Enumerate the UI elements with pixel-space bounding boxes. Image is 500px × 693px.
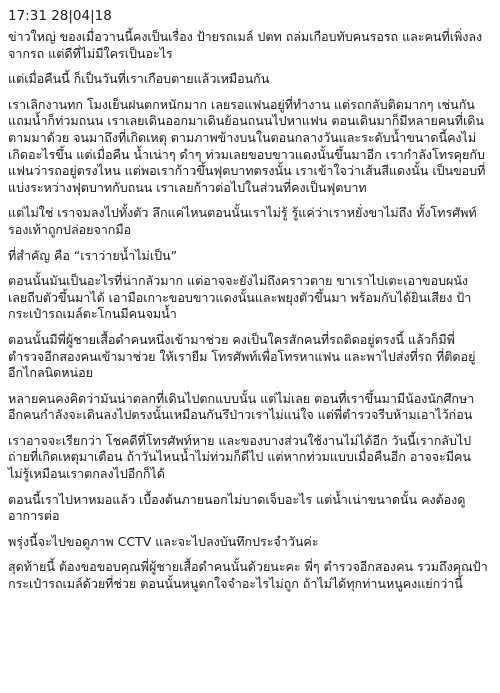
paragraph-thanks: สุดท้ายนี้ ต้องขอขอบคุณพี่ผู้ชายเสื้อดำคนนั้นด้วยนะคะ พี่ๆ ตำรวจอีกสองคน รวมถึงคุณป้ากระเป๋ารถเมล์ด้วยที่ช่วย ตอนนั้นหนูตกใจจำอะไรไม่ถูก ถ้าไม่ได้ทุกท่านหนูคงแย่กว่านี้ <box>8 559 488 592</box>
paragraph-warning: เราอาจจะเรียกว่า โชคดีที่โทรศัพท์หาย และของบางส่วนใช้งานไม่ได้อีก วันนี้เรากลับไปถ่ายที่เกิดเหตุมาเตือน ถ้าวันไหนน้ำไม่ท่วมก็ดีไป แต่หากท่วมแบบเมื่อคืนอีก อาจจะมีคนไม่รู้เหมือนเราตกลงไปอีกก็ได้ <box>8 432 472 482</box>
paragraph-student-warned: หลายคนคงคิดว่ามันน่าตลกที่เดินไปตกแบบนั้น แต่ไม่เลย ตอนที่เราขึ้นมามีน้องนักศึกษาอีกคนกำลังจะเดินลงไปตรงนั้นเหมือนกันรึป่าวเราไม่แน่ใจ แต่พี่ตำรวจรีบห้ามเอาไว้ก่อน <box>8 390 475 423</box>
paragraph-sinking: แต่ไม่ใช่ เราจมลงไปทั้งตัว ลึกแค่ไหนตอนนั้นเราไม่รู้ รู้แค่ว่าเราหยั่งขาไม่ถึง ทั้งโทรศัพท์ รองเท้าถูกปล่อยจากมือ <box>8 205 477 237</box>
paragraph-cannot-swim: ที่สำคัญ คือ “เราว่ายน้ำไม่เป็น” <box>8 247 178 263</box>
post-body <box>8 29 488 593</box>
paragraph-almost-died: แต่เมื่อคืนนี้ ก็เป็นวันที่เราเกือบตายแล้วเหมือนกัน <box>8 71 270 87</box>
paragraph-walking-in-flood: เราเลิกงานทก โมงเย็นฝนตกหนักมาก เลยรอแฟนอยู่ที่ทำงาน แต่รถกลับติดมากๆ เช่นกัน แถมน้ำก็ท่วมถนน เราเลยเดินออกมาเดินย้อนถนนไปหาแฟน ตอนเดินมาก็มีหลายคนที่เดินตามมาด้วย จนมาถึงที่เกิดเหตุ ตามภาพข้างบนในตอนกลางวันและระดับน้ำขนาดนี้คงไม่เกิดอะไรขึ้น แต่เมื่อคืน น้ำเน่าๆ ดำๆ ท่วมเลยขอบขาวแดงนั้นขึ้นมาอีก เรากำลังโทรคุยกับแฟนว่ารถอยู่ตรงไหน แต่พอเราก้าวขึ้นฟุตบาทตรงนั้น เราเข้าใจว่าเส้นสีแดงนั้น เป็นขอบที่แบ่งระหว่างฟุตบาทกับถนน เราเลยก้าวต่อไปในส่วนที่คงเป็นฟุตบาท <box>8 96 486 195</box>
post-timestamp: 17:31 28|04|18 <box>8 8 112 24</box>
paragraph-saw-doctor: ตอนนี้เราไปหาหมอแล้ว เบื้องต้นภายนอกไม่บาดเจ็บอะไร แต่น้ำเน่าขนาดนั้น คงต้องดูอาการต่อ <box>8 491 466 524</box>
paragraph-helpers-arrive: ตอนนั้นมีพี่ผู้ชายเสื้อดำคนหนึ่งเข้ามาช่วย คงเป็นใครสักคนที่รถติดอยู่ตรงนี้ แล้วก็มีพี่ตำรวจอีกสองคนเข้ามาช่วย ให้เรายืม โทรศัพท์เพื่อโทรหาแฟน และพาไปส่งที่รถ ที่ติดอยู่อีกไกลนิดหน่อย <box>8 331 476 381</box>
paragraph-climbing-out: ตอนนั้นมันเป็นอะไรที่น่ากลัวมาก แต่อาจจะยังไม่ถึงคราวตาย ขาเราไปเตะเอาขอบผนัง เลยถีบตัวขึ้นมาได้ เอามือเกาะขอบขาวแดงนั้นและพยุงตัวขึ้นมา พร้อมกับได้ยินเสียง ป้ากระเป๋ารถเมล์ตะโกนมีคนจมน้ำ <box>8 273 472 322</box>
paragraph-headline-news: ข่าวใหญ่ ของเมื่อวานนี้คงเป็นเรื่อง ป้ายรถเมล์ ปตท ถล่มเกือบทับคนรอรถ และคนที่เพิ่งลงจากรถ แต่ดีที่ไม่มีใครเป็นอะไร <box>8 29 483 61</box>
paragraph-cctv: พรุ่งนี้จะไปขอดูภาพ CCTV และจะไปลงบันทึกประจำวันค่ะ <box>8 533 319 549</box>
